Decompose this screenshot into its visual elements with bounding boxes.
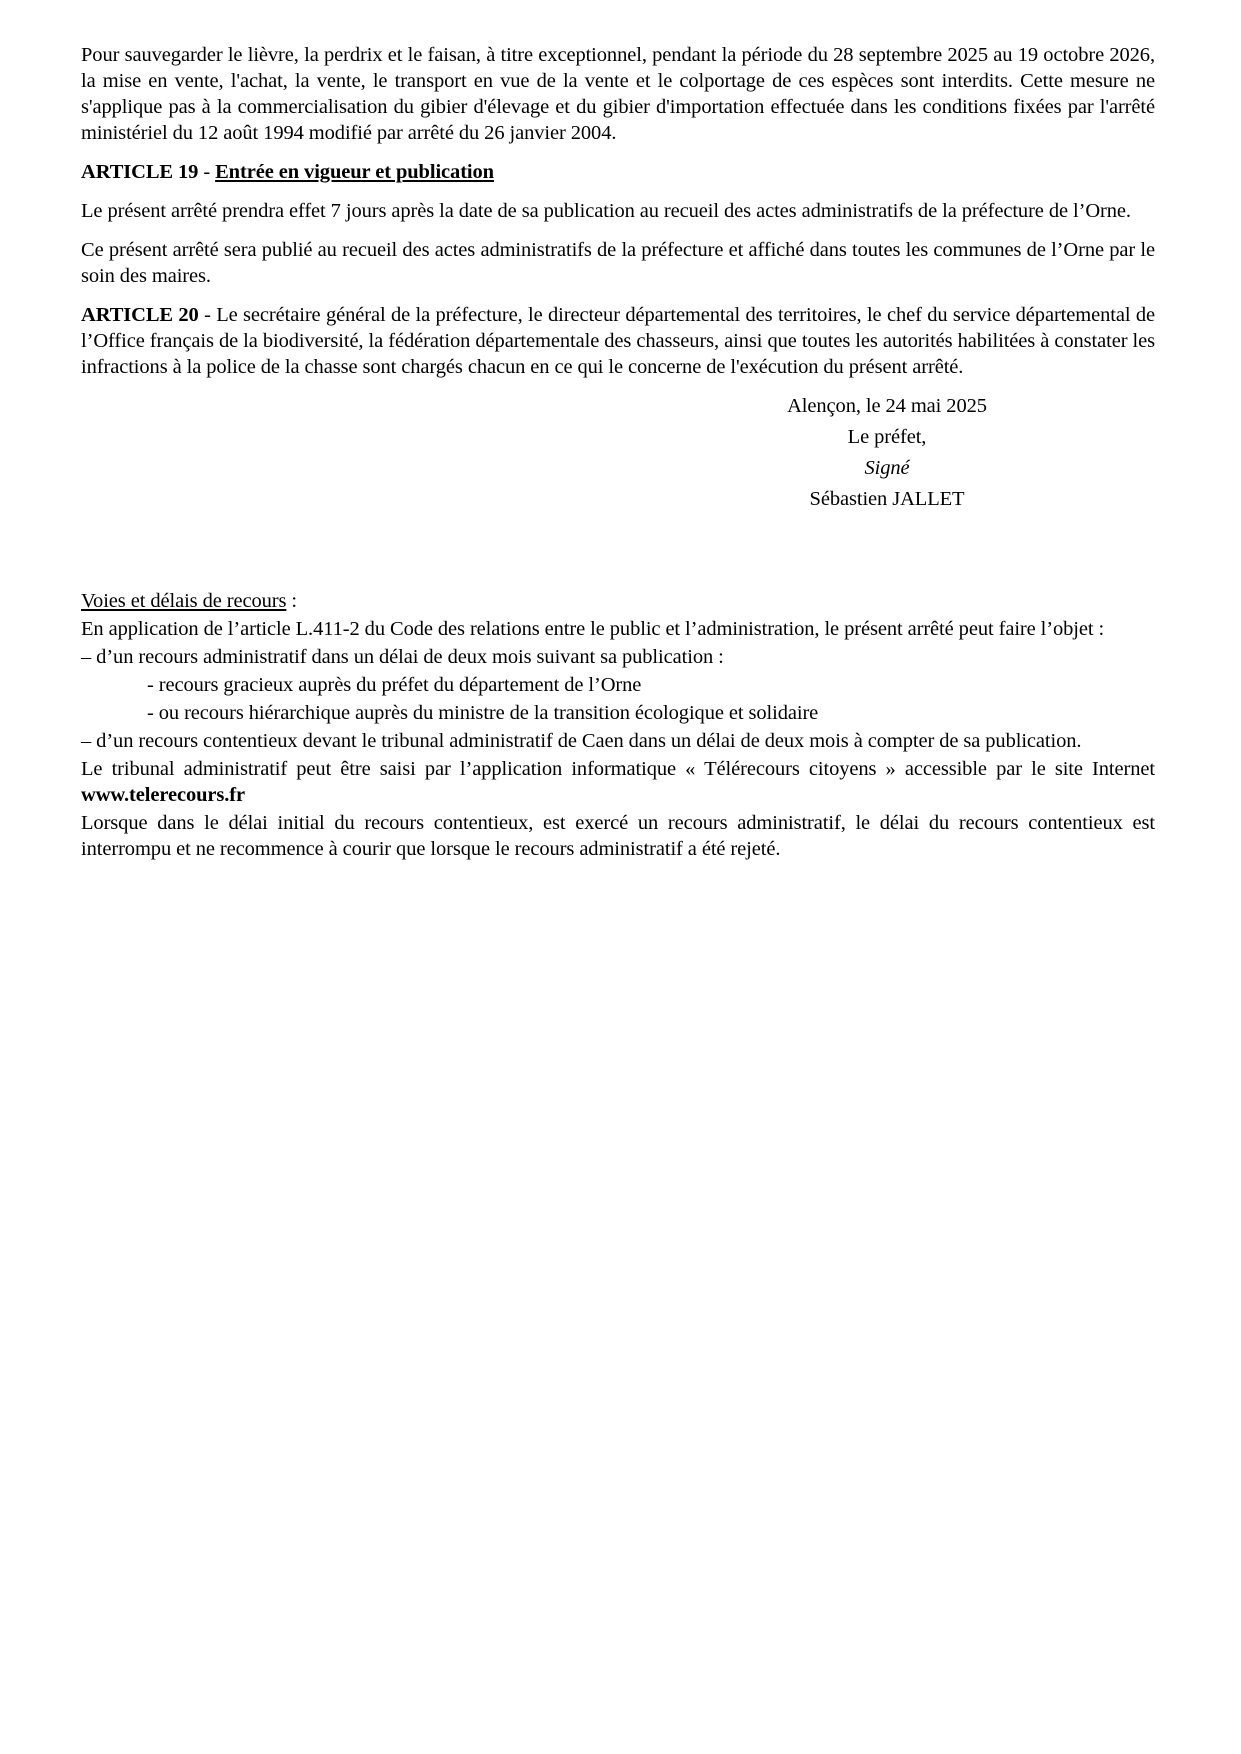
- telerecours-url: www.telerecours.fr: [81, 784, 246, 806]
- article-20-body: Le secrétaire général de la préfecture, le directeur départemental des territoires, le chef du service départemental de l’Office français de la biodiversité, la fédération départementale des chasseurs, ainsi que toutes les autorités habilitées à constater les infractions à la police de la chasse sont chargés chacun en ce qui le concerne de l'exécution du présent arrêté.: [81, 304, 1155, 378]
- recours-heading: [81, 588, 1155, 614]
- article-19-title: Entrée en vigueur et publication: [215, 161, 494, 183]
- article-20-label: ARTICLE 20: [81, 304, 199, 326]
- page-content: [81, 42, 1155, 864]
- intro-paragraph: Pour sauvegarder le lièvre, la perdrix et le faisan, à titre exceptionnel, pendant la période du 28 septembre 2025 au 19 octobre 2026, la mise en vente, l'achat, la vente, le transport en vue de la vente et le colportage de ces espèces sont interdits. Cette mesure ne s'applique pas à la commercialisation du gibier d'élevage et du gibier d'importation effectuée dans les conditions fixées par l'arrêté ministériel du 12 août 1994 modifié par arrêté du 26 janvier 2004.: [81, 44, 1155, 144]
- article-20-separator: -: [198, 304, 217, 326]
- signature-name: Sébastien JALLET: [809, 488, 965, 510]
- article-19-heading: [81, 159, 1155, 185]
- telerecours-text: Le tribunal administratif peut être saisi par l’application informatique « Télérecours citoyens » accessible par le site Internet: [81, 758, 1155, 780]
- recours-gracieux-item: - recours gracieux auprès du préfet du département de l’Orne: [147, 674, 642, 696]
- article-19-paragraph-2: Ce présent arrêté sera publié au recueil des actes administratifs de la préfecture et affiché dans toutes les communes de l’Orne par le soin des maires.: [81, 239, 1155, 287]
- recours-administrative-item: – d’un recours administratif dans un délai de deux mois suivant sa publication :: [81, 646, 724, 668]
- article-19-label: ARTICLE 19: [81, 161, 199, 183]
- recours-contentieux-item: – d’un recours contentieux devant le tribunal administratif de Caen dans un délai de deux mois à compter de sa publication.: [81, 730, 1082, 752]
- signature-role: Le préfet,: [847, 426, 927, 448]
- recours-heading-suffix: :: [286, 590, 297, 612]
- article-19-paragraph-1: Le présent arrêté prendra effet 7 jours après la date de sa publication au recueil des actes administratifs de la préfecture de l’Orne.: [81, 200, 1131, 222]
- recours-final-paragraph: Lorsque dans le délai initial du recours contentieux, est exercé un recours administratif, le délai du recours contentieux est interrompu et ne recommence à courir que lorsque le recours administratif a été rejeté.: [81, 812, 1155, 860]
- telerecours-paragraph: [81, 756, 1155, 808]
- article-20-paragraph: [81, 302, 1155, 380]
- recours-hierarchique-item: - ou recours hiérarchique auprès du ministre de la transition écologique et solidaire: [147, 702, 819, 724]
- signature-place-date: Alençon, le 24 mai 2025: [787, 395, 987, 417]
- signature-block: [677, 393, 1097, 512]
- recours-heading-text: Voies et délais de recours: [81, 590, 287, 612]
- recours-intro: En application de l’article L.411-2 du Code des relations entre le public et l’administration, le présent arrêté peut faire l’objet :: [81, 618, 1105, 640]
- article-19-separator: -: [198, 161, 216, 183]
- signature-signed-mention: Signé: [864, 457, 910, 479]
- recours-section: [81, 588, 1155, 862]
